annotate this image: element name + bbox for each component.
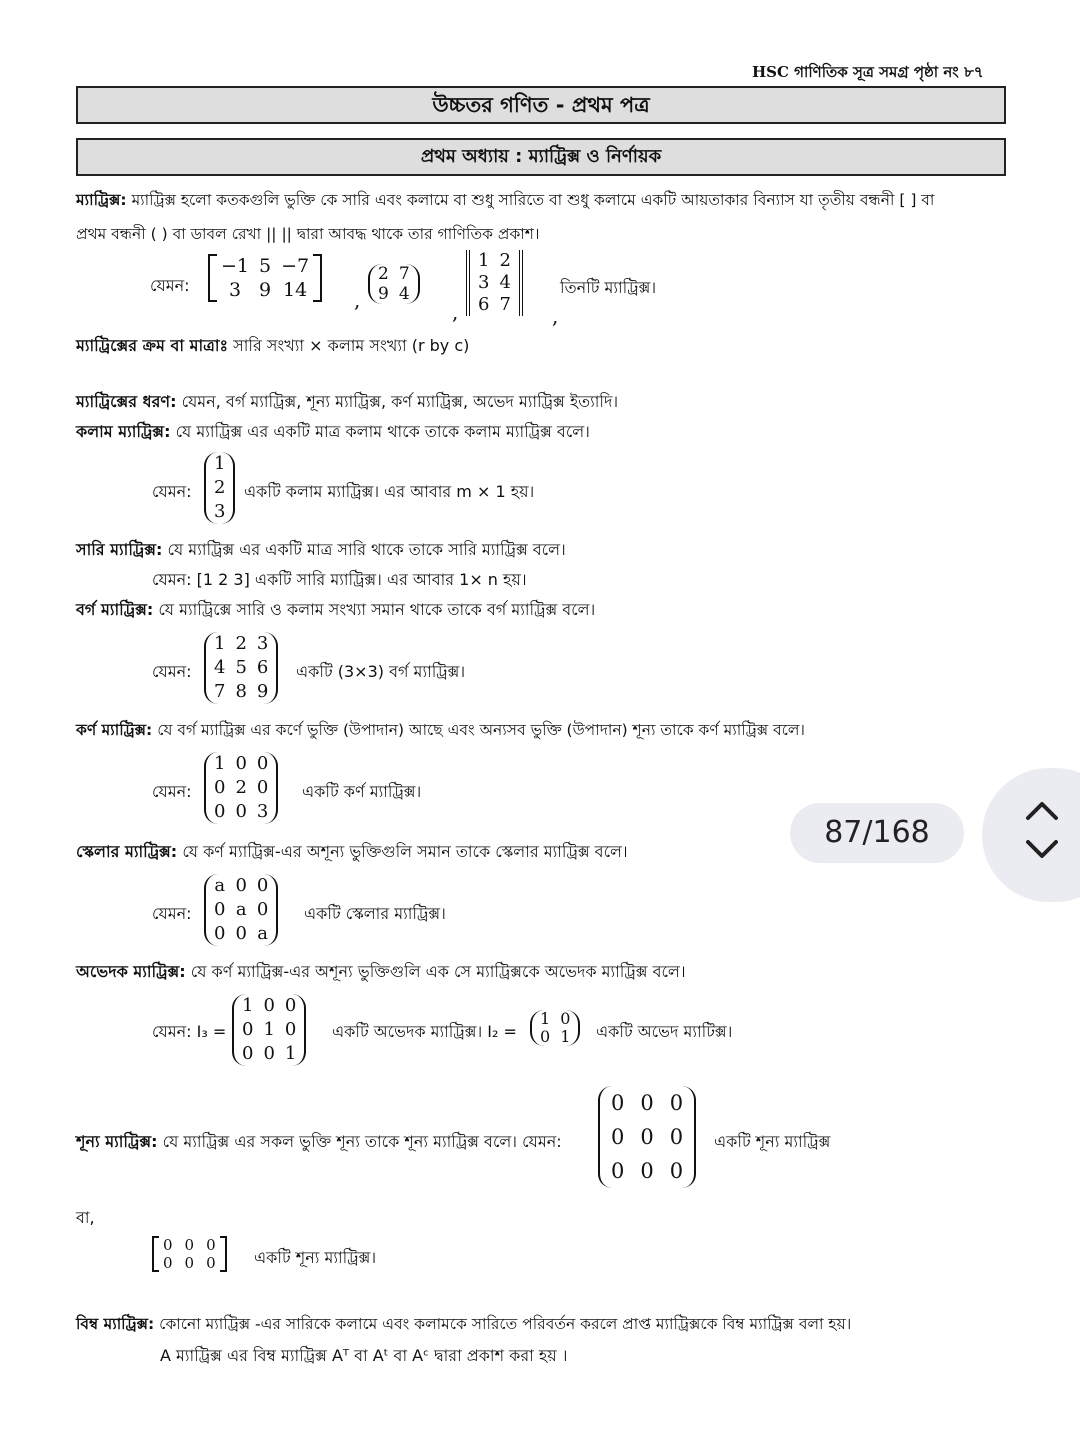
identity-example-label: যেমন: I₃ = bbox=[152, 1022, 227, 1041]
zero-text: যে ম্যাট্রিক্স এর সকল ভুক্তি শূন্য তাকে শূন্য ম্যাট্রিক্স বলে। যেমন: bbox=[162, 1132, 562, 1151]
page-reference: HSC গাণিতিক সূত্র সমগ্র পৃষ্ঠা নং ৮৭ bbox=[752, 63, 984, 81]
definition-line-1 bbox=[76, 190, 934, 210]
column-matrix: 1 2 3 bbox=[204, 452, 235, 524]
transpose-notation: A ম্যাট্রিক্স এর বিম্ব ম্যাট্রিক্স Aᵀ বা Aᵗ বা Aᶜ দ্বারা প্রকাশ করা হয় । bbox=[160, 1346, 568, 1365]
scalar-matrix-note: একটি স্কেলার ম্যাট্রিক্স। bbox=[304, 904, 446, 923]
example-label: যেমন: bbox=[150, 276, 190, 295]
column-text: যে ম্যাট্রিক্স এর একটি মাত্র কলাম থাকে তাকে কলাম ম্যাট্রিক্স বলে। bbox=[175, 422, 590, 441]
zero-label: শূন্য ম্যাট্রিক্স: bbox=[76, 1132, 158, 1151]
types-label: ম্যাট্রিক্সের ধরণ: bbox=[76, 392, 177, 411]
row-matrix-example: যেমন: [1 2 3] একটি সারি ম্যাট্রিক্স। এর আবার 1× n হয়। bbox=[152, 570, 527, 589]
example-label: যেমন: bbox=[152, 904, 192, 923]
comma: , bbox=[552, 304, 559, 328]
order-label: ম্যাট্রিক্সের ক্রম বা মাত্রাঃ bbox=[76, 336, 229, 355]
square-matrix-note: একটি (3×3) বর্গ ম্যাট্রিক্স। bbox=[296, 662, 466, 681]
matrix-types bbox=[76, 392, 618, 412]
definition-line-2: প্রথম বন্ধনী ( ) বা ডাবল রেখা || || দ্বারা আবদ্ধ থাকে তার গাণিতিক প্রকাশ। bbox=[76, 225, 540, 243]
identity-matrix-3: 1 0 0 0 1 0 0 0 1 bbox=[232, 994, 306, 1066]
comma: , bbox=[452, 300, 459, 324]
column-label: কলাম ম্যাট্রিক্স: bbox=[76, 422, 171, 441]
identity-label: অভেদক ম্যাট্রিক্স: bbox=[76, 962, 186, 981]
transpose-matrix-def bbox=[76, 1314, 851, 1334]
row-matrix-def bbox=[76, 540, 566, 560]
diagonal-text: যে বর্গ ম্যাট্রিক্স এর কর্ণে ভুক্তি (উপাদান) আছে এবং অন্যসব ভুক্তি (উপাদান) শূন্য তাকে কর্ণ ম্যাট্রিক্স বলে। bbox=[157, 721, 805, 739]
zero-matrix-note: একটি শূন্য ম্যাট্রিক্স bbox=[714, 1132, 831, 1151]
zero-matrix-note-2: একটি শূন্য ম্যাট্রিক্স। bbox=[254, 1248, 377, 1267]
transpose-text: কোনো ম্যাট্রিক্স -এর সারিকে কলামে এবং কলামকে সারিতে পরিবর্তন করলে প্রাপ্ত ম্যাট্রিক্সকে বিম্ব ম্যাট্রিক্স বলা হয়। bbox=[159, 1315, 852, 1333]
row-text: যে ম্যাট্রিক্স এর একটি মাত্র সারি থাকে তাকে সারি ম্যাট্রিক্স বলে। bbox=[167, 540, 566, 559]
chapter-title: প্রথম অধ্যায় : ম্যাট্রিক্স ও নির্ণায়ক bbox=[76, 138, 1006, 176]
zero-matrix-def bbox=[76, 1132, 562, 1152]
identity-matrix-def bbox=[76, 962, 686, 982]
definition-text: ম্যাট্রিক্স হলো কতকগুলি ভুক্তি কে সারি এবং কলামে বা শুধু সারিতে বা শুধু কলামে একটি আয়তাকার বিন্যাস যা তৃতীয় বন্ধনী [ ] বা bbox=[131, 191, 935, 209]
scalar-matrix: a 0 0 0 a 0 0 0 a bbox=[204, 874, 278, 946]
scalar-text: যে কর্ণ ম্যাট্রিক্স-এর অশূন্য ভুক্তিগুলি সমান তাকে স্কেলার ম্যাট্রিক্স বলে। bbox=[182, 842, 628, 861]
chevron-up-icon[interactable] bbox=[1022, 794, 1062, 828]
matrix-order bbox=[76, 336, 469, 356]
diagonal-matrix-def bbox=[76, 720, 805, 740]
scalar-matrix-def bbox=[76, 842, 628, 862]
square-label: বর্গ ম্যাট্রিক্স: bbox=[76, 600, 154, 619]
column-matrix-note: একটি কলাম ম্যাট্রিক্স। এর আবার m × 1 হয়। bbox=[244, 482, 535, 501]
definition-label: ম্যাট্রিক্স: bbox=[76, 191, 127, 209]
example-label: যেমন: bbox=[152, 662, 192, 681]
types-text: যেমন, বর্গ ম্যাট্রিক্স, শূন্য ম্যাট্রিক্স, কর্ণ ম্যাট্রিক্স, অভেদ ম্যাট্রিক্স ইত্যাদি। bbox=[181, 392, 619, 411]
diagonal-label: কর্ণ ম্যাট্রিক্স: bbox=[76, 721, 153, 739]
square-text: যে ম্যাট্রিক্সে সারি ও কলাম সংখ্যা সমান থাকে তাকে বর্গ ম্যাট্রিক্স বলে। bbox=[158, 600, 596, 619]
transpose-label: বিম্ব ম্যাট্রিক্স: bbox=[76, 1315, 155, 1333]
identity-matrix-2: 1 0 0 1 bbox=[530, 1010, 580, 1046]
zero-matrix-2x3: 0 0 0 0 0 0 bbox=[152, 1236, 227, 1272]
diagonal-matrix-note: একটি কর্ণ ম্যাট্রিক্স। bbox=[302, 782, 422, 801]
page-nav-control[interactable] bbox=[982, 768, 1080, 902]
diagonal-matrix: 1 0 0 0 2 0 0 0 3 bbox=[204, 752, 278, 824]
identity-mid-text: একটি অভেদক ম্যাট্রিক্স। I₂ = bbox=[332, 1022, 517, 1041]
square-matrix: 1 2 3 4 5 6 7 8 9 bbox=[204, 632, 278, 704]
comma: , bbox=[354, 288, 361, 312]
matrix-example-note: তিনটি ম্যাট্রিক্স। bbox=[560, 278, 657, 297]
identity-text: যে কর্ণ ম্যাট্রিক্স-এর অশূন্য ভুক্তিগুলি এক সে ম্যাট্রিক্সকে অভেদক ম্যাট্রিক্স বলে। bbox=[190, 962, 686, 981]
scalar-label: স্কেলার ম্যাট্রিক্স: bbox=[76, 842, 178, 861]
page-title: উচ্চতর গণিত - প্রথম পত্র bbox=[76, 86, 1006, 124]
column-matrix-def bbox=[76, 422, 590, 442]
example-label: যেমন: bbox=[152, 482, 192, 501]
matrix-paren-2x2: 2 7 9 4 bbox=[368, 264, 420, 304]
or-label: বা, bbox=[76, 1208, 95, 1227]
page-counter: 87/168 bbox=[790, 803, 964, 863]
square-matrix-def bbox=[76, 600, 595, 620]
order-text: সারি সংখ্যা × কলাম সংখ্যা (r by c) bbox=[233, 336, 470, 355]
matrix-bracket-2x3: −1 5 −7 3 9 14 bbox=[208, 254, 322, 302]
matrix-double-bar-3x2: 1 2 3 4 6 7 bbox=[466, 250, 523, 316]
row-label: সারি ম্যাট্রিক্স: bbox=[76, 540, 163, 559]
example-label: যেমন: bbox=[152, 782, 192, 801]
identity-matrix-note: একটি অভেদ ম্যাটিক্স। bbox=[596, 1022, 733, 1041]
zero-matrix-3x3: 0 0 0 0 0 0 0 0 0 bbox=[598, 1086, 696, 1188]
chevron-down-icon[interactable] bbox=[1022, 836, 1062, 870]
